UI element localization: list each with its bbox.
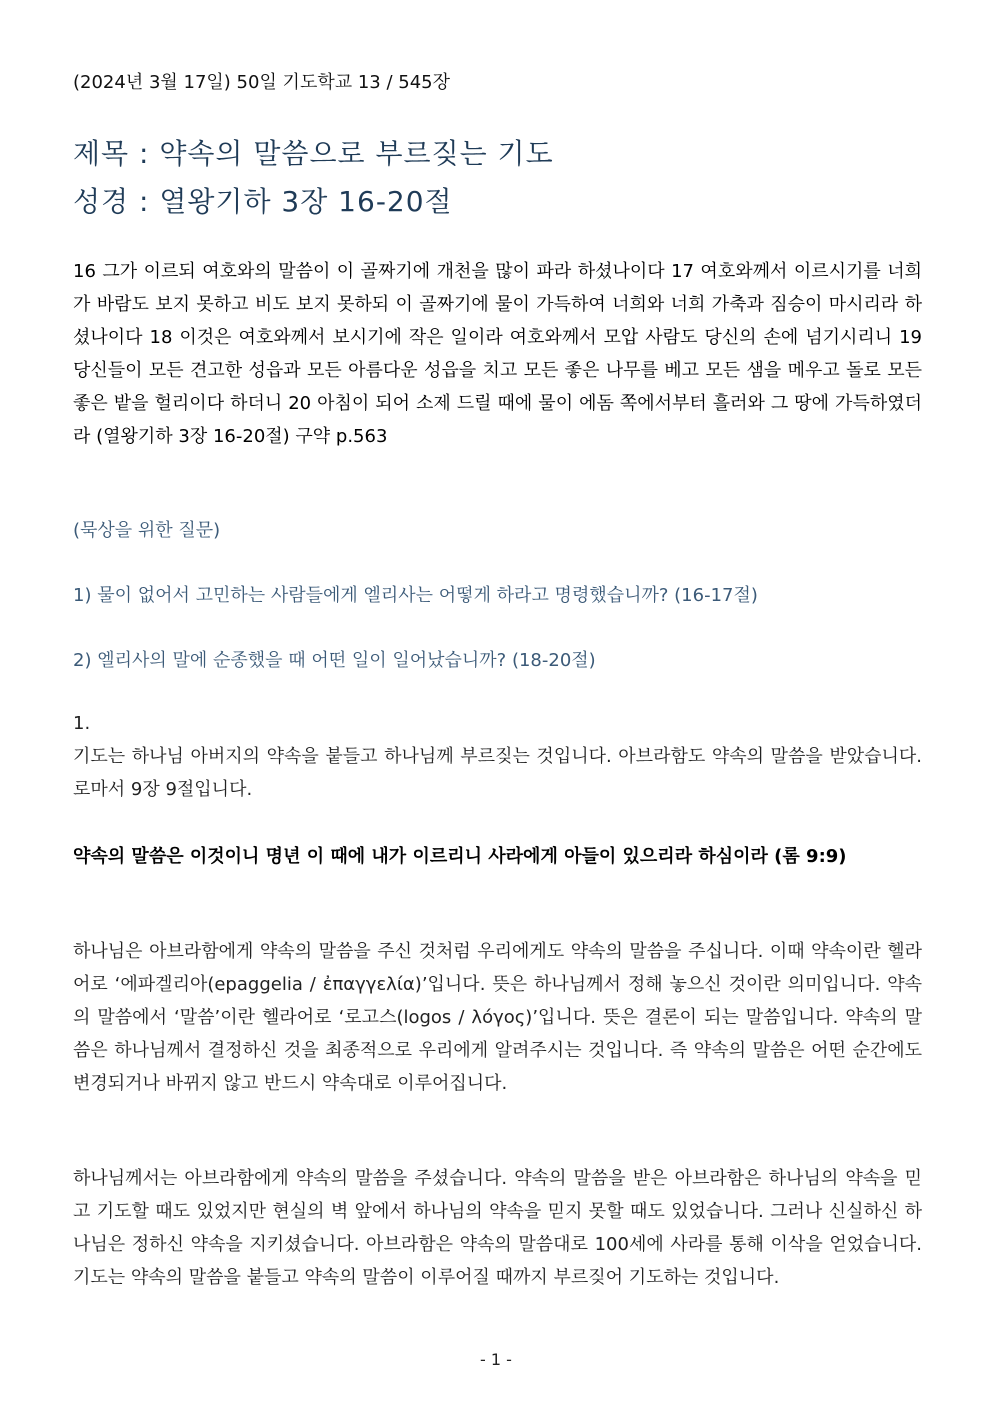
body-paragraph-3: 하나님께서는 아브라함에게 약속의 말씀을 주셨습니다. 약속의 말씀을 받은 아브라함은 하나님의 약속을 믿고 기도할 때도 있었지만 현실의 벽 앞에서 하나님의 약속을 믿지 못할 때도 있었습니다. 그러나 신실하신 하나님은 정하신 약속을 지키셨습니다. 아브라함은 약속의 말씀대로 100세에 사라를 통해 이삭을 얻었습니다. 기도는 약속의 말씀을 붙들고 약속의 말씀이 이루어질 때까지 부르짖어 기도하는 것입니다. — [73, 1168, 922, 1288]
bold-verse-quote: 약속의 말씀은 이것이니 명년 이 때에 내가 이르리니 사라에게 아들이 있으리라 하심이라 (롬 9:9) — [73, 846, 847, 867]
meditation-question-2: 2) 엘리사의 말에 순종했을 때 어떤 일이 일어났습니까? (18-20절) — [73, 650, 596, 671]
scripture-reference: 성경 : 열왕기하 3장 16-20절 — [73, 185, 453, 218]
scripture-passage: 16 그가 이르되 여호와의 말씀이 이 골짜기에 개천을 많이 파라 하셨나이다 17 여호와께서 이르시기를 너희가 바람도 보지 못하고 비도 보지 못하되 이 골짜기에 물이 가득하여 너희와 너희 가축과 짐승이 마시리라 하셨나이다 18 이것은 여호와께서 보시기에 작은 일이라 여호와께서 모압 사람도 당신의 손에 넘기시리니 19 당신들이 모든 견고한 성읍과 모든 아름다운 성읍을 치고 모든 좋은 나무를 베고 모든 샘을 메우고 돌로 모든 좋은 밭을 헐리이다 하더니 20 아침이 되어 소제 드릴 때에 물이 에돔 쪽에서부터 흘러와 그 땅에 가득하였더라 (열왕기하 3장 16-20절) 구약 p.563 — [73, 261, 922, 447]
meditation-question-1: 1) 물이 없어서 고민하는 사람들에게 엘리사는 어떻게 하라고 명령했습니까? (16-17절) — [73, 585, 758, 606]
meditation-heading: (묵상을 위한 질문) — [73, 520, 221, 541]
sermon-title: 제목 : 약속의 말씀으로 부르짖는 기도 — [73, 137, 554, 170]
body-paragraph-1: 기도는 하나님 아버지의 약속을 붙들고 하나님께 부르짖는 것입니다. 아브라함도 약속의 말씀을 받았습니다. 로마서 9장 9절입니다. — [73, 746, 922, 800]
page-number: - 1 - — [480, 1350, 512, 1369]
date-header: (2024년 3월 17일) 50일 기도학교 13 / 545장 — [73, 72, 450, 93]
body-paragraph-2: 하나님은 아브라함에게 약속의 말씀을 주신 것처럼 우리에게도 약속의 말씀을 주십니다. 이때 약속이란 헬라어로 ‘에파겔리아(epaggelia / ἐπαγγελία)’입니다. 뜻은 하나님께서 정해 놓으신 것이란 의미입니다. 약속의 말씀에서 ‘말씀’이란 헬라어로 ‘로고스(logos / λόγος)’입니다. 뜻은 결론이 되는 말씀입니다. 약속의 말씀은 하나님께서 결정하신 것을 최종적으로 우리에게 알려주시는 것입니다. 즉 약속의 말씀은 어떤 순간에도 변경되거나 바뀌지 않고 반드시 약속대로 이루어집니다. — [73, 941, 922, 1094]
section-number: 1. — [73, 713, 91, 734]
